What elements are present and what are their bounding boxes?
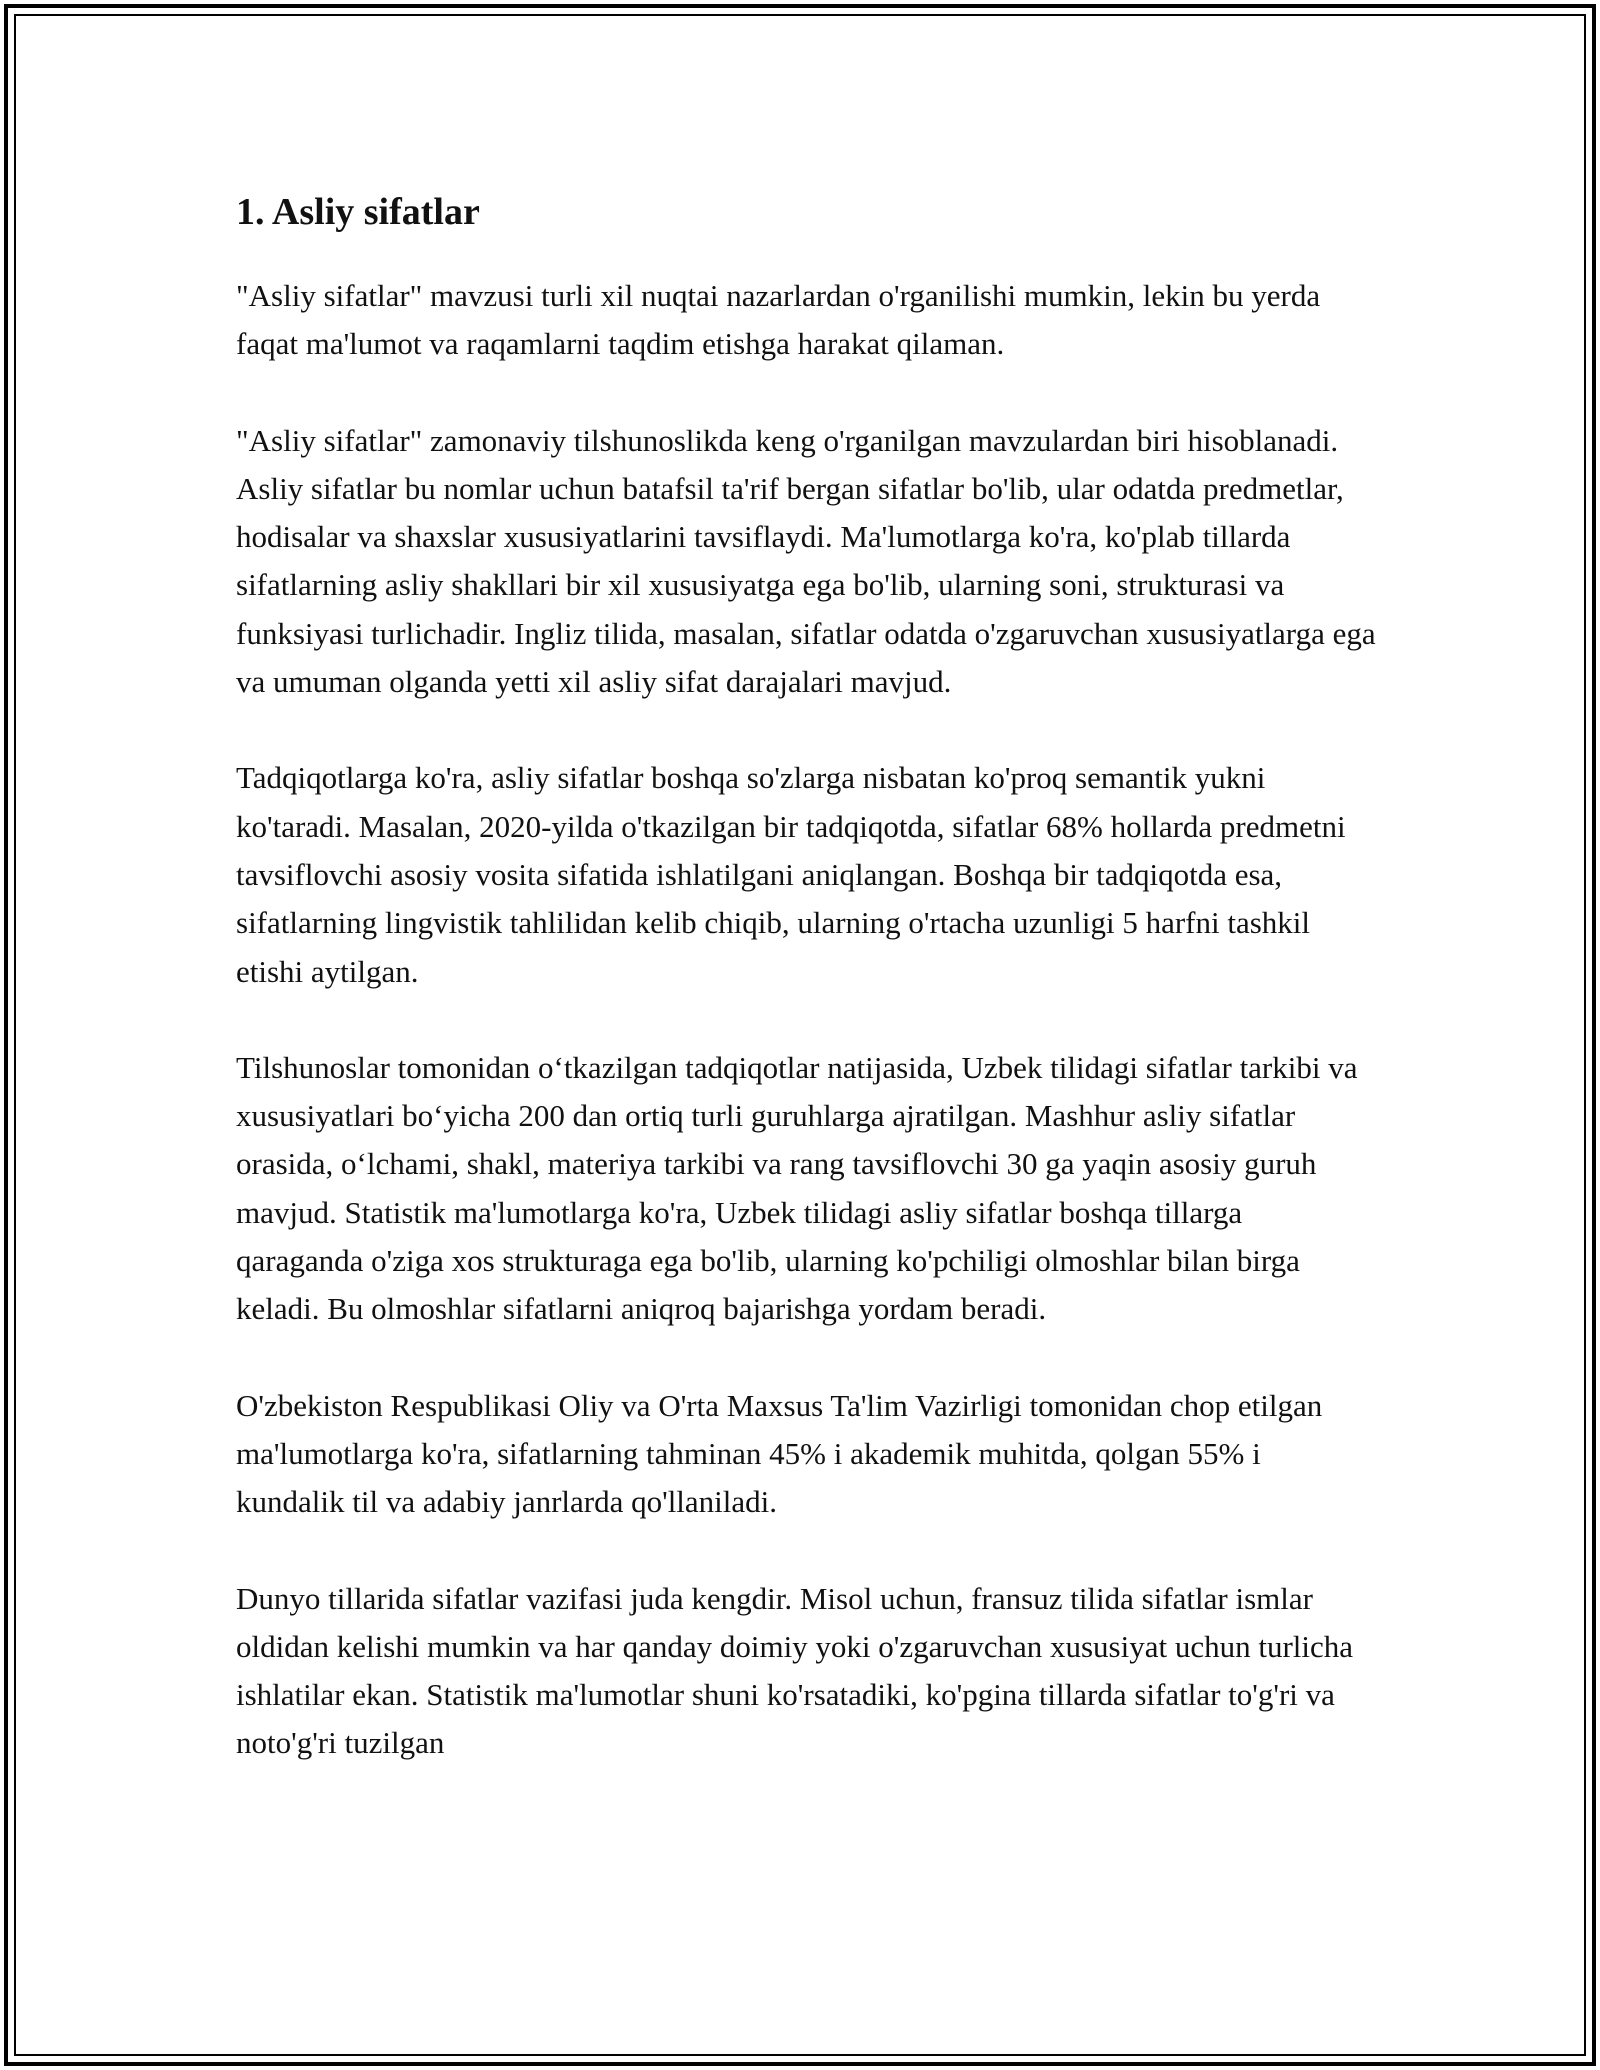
section-heading: 1. Asliy sifatlar <box>236 191 480 233</box>
paragraph-research: Tadqiqotlarga ko'ra, asliy sifatlar boshqa so'zlarga nisbatan ko'proq semantik yukni ko'taradi. Masalan, 2020-yilda o'tkazilgan bir tadqiqotda, sifatlar 68% hollarda predmetni tavsiflovchi asosiy vosita sifatida ishlatilgani aniqlangan. Boshqa bir tadqiqotda esa, sifatlarning lingvistik tahlilidan kelib chiqib, ularning o'rtacha uzunligi 5 harfni tashkil etishi aytilgan. <box>236 760 1346 989</box>
paragraph-definition: "Asliy sifatlar" zamonaviy tilshunoslikda keng o'rganilgan mavzulardan biri hisoblanadi. Asliy sifatlar bu nomlar uchun batafsil ta'rif bergan sifatlar bo'lib, ular odatda predmetlar, hodisalar va shaxslar xususiyatlarini tavsiflaydi. Ma'lumotlarga ko'ra, ko'plab tillarda sifatlarning asliy shakllari bir xil xususiyatga ega bo'lib, ularning soni, strukturasi va funksiyasi turlichadir. Ingliz tilida, masalan, sifatlar odatda o'zgaruvchan xususiyatlarga ega va umuman olganda yetti xil asliy sifat darajalari mavjud. <box>236 422 1376 700</box>
paragraph-ministry-data: O'zbekiston Respublikasi Oliy va O'rta Maxsus Ta'lim Vazirligi tomonidan chop etilgan ma'lumotlarga ko'ra, sifatlarning tahminan 45% i akademik muhitda, qolgan 55% i kundalik til va adabiy janrlarda qo'llaniladi. <box>236 1387 1323 1520</box>
paragraph-uzbek-groups: Tilshunoslar tomonidan o‘tkazilgan tadqiqotlar natijasida, Uzbek tilidagi sifatlar tarkibi va xususiyatlari bo‘yicha 200 dan ortiq turli guruhlarga ajratilgan. Mashhur asliy sifatlar orasida, o‘lchami, shakl, materiya tarkibi va rang tavsiflovchi 30 ga yaqin asosiy guruh mavjud. Statistik ma'lumotlarga ko'ra, Uzbek tilidagi asliy sifatlar boshqa tillarga qaraganda o'ziga xos strukturaga ega bo'lib, ularning ko'pchiligi olmoshlar bilan birga keladi. Bu olmoshlar sifatlarni aniqroq bajarishga yordam beradi. <box>236 1049 1358 1327</box>
paragraph-intro: "Asliy sifatlar" mavzusi turli xil nuqtai nazarlardan o'rganilishi mumkin, lekin bu yerda faqat ma'lumot va raqamlarni taqdim etishga harakat qilaman. <box>236 278 1321 362</box>
document-body <box>236 186 1376 1816</box>
paragraph-world-languages: Dunyo tillarida sifatlar vazifasi juda kengdir. Misol uchun, fransuz tilida sifatlar ismlar oldidan kelishi mumkin va har qanday doimiy yoki o'zgaruvchan xususiyat uchun turlicha ishlatilar ekan. Statistik ma'lumotlar shuni ko'rsatadiki, ko'pgina tillarda sifatlar to'g'ri va noto'g'ri tuzilgan <box>236 1580 1354 1761</box>
